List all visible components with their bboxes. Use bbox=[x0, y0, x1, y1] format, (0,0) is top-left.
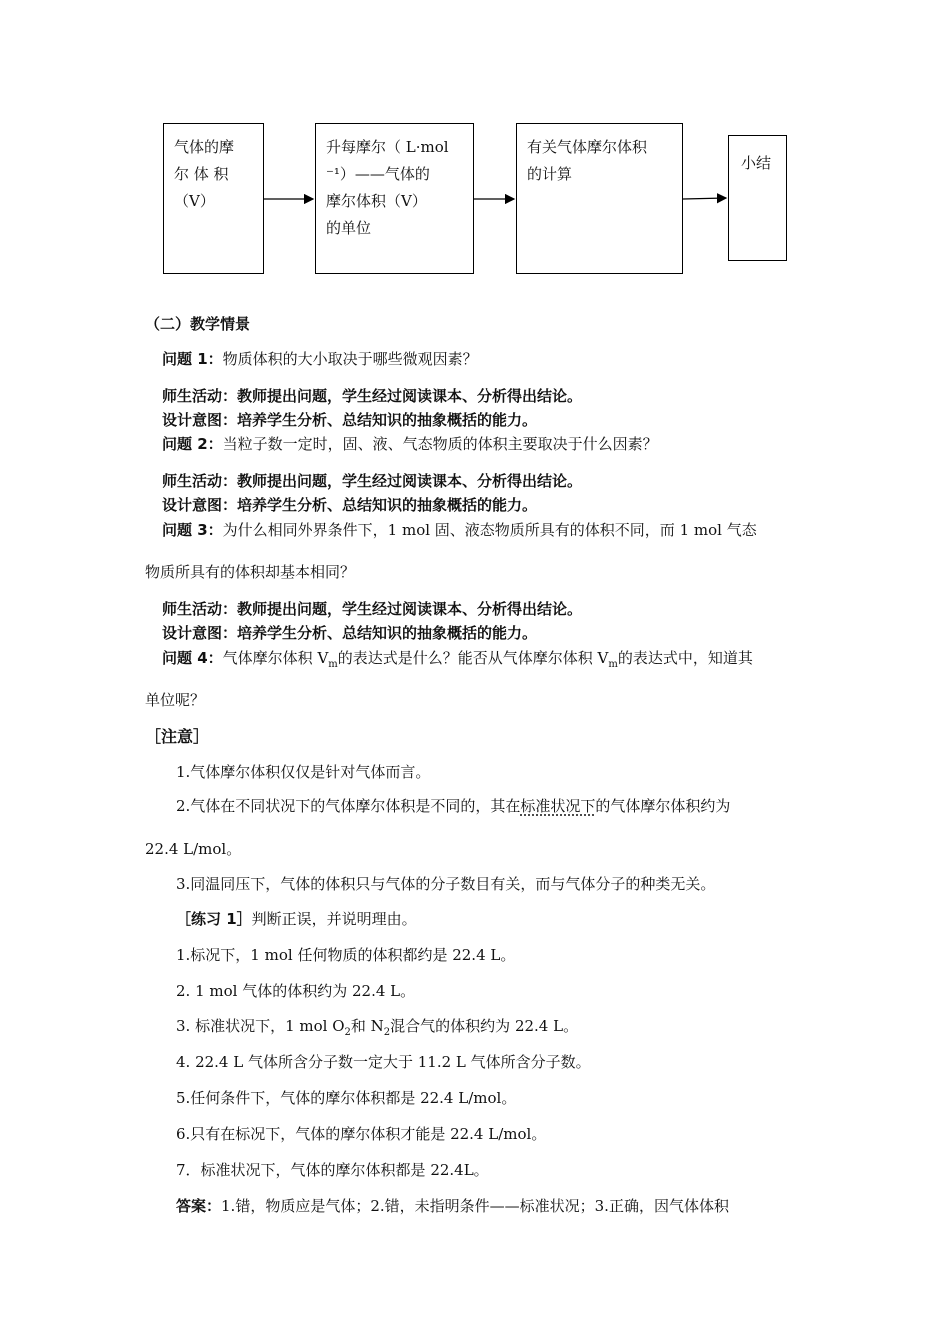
note-heading: ［注意］ bbox=[145, 727, 210, 746]
note-3: 3.同温同压下，气体的体积只与气体的分子数目有关，而与气体分子的种类无关。 bbox=[176, 875, 716, 893]
flow-box-summary-text: 小结 bbox=[741, 154, 772, 172]
exercise-item-4: 4. 22.4 L 气体所含分子数一定大于 11.2 L 气体所含分子数。 bbox=[176, 1053, 591, 1071]
activity-1: 师生活动：教师提出问题，学生经过阅读课本、分析得出结论。 bbox=[162, 387, 583, 405]
question-1-text: 物质体积的大小取决于哪些微观因素？ bbox=[222, 350, 478, 368]
exercise-item-1: 1.标况下，1 mol 任何物质的体积都约是 22.4 L。 bbox=[176, 946, 516, 964]
question-1-label: 问题 1： bbox=[162, 350, 223, 368]
exercise-item-2: 2. 1 mol 气体的体积约为 22.4 L。 bbox=[176, 982, 416, 1000]
question-2 bbox=[162, 433, 658, 454]
intent-3: 设计意图：培养学生分析、总结知识的抽象概括的能力。 bbox=[162, 624, 538, 642]
arrow-3 bbox=[683, 198, 726, 199]
activity-2: 师生活动：教师提出问题，学生经过阅读课本、分析得出结论。 bbox=[162, 472, 583, 490]
section-heading: （二）教学情景 bbox=[145, 315, 251, 333]
intent-1: 设计意图：培养学生分析、总结知识的抽象概括的能力。 bbox=[162, 411, 538, 429]
note-2: 2.气体在不同状况下的气体摩尔体积是不同的，其在标准状况下的气体摩尔体积约为 bbox=[176, 797, 731, 815]
flow-box-unit-text: 升每摩尔（ L·mol ⁻¹）——气体的 摩尔体积（V） 的单位 bbox=[326, 138, 449, 237]
question-1 bbox=[162, 348, 478, 369]
intent-2: 设计意图：培养学生分析、总结知识的抽象概括的能力。 bbox=[162, 496, 538, 514]
answer-label: 答案： bbox=[176, 1197, 222, 1215]
flow-box-calculation-text: 有关气体摩尔体积 的计算 bbox=[527, 138, 648, 183]
activity-3: 师生活动：教师提出问题，学生经过阅读课本、分析得出结论。 bbox=[162, 600, 583, 618]
question-2-text: 当粒子数一定时，固、液、气态物质的体积主要取决于什么因素？ bbox=[222, 435, 658, 453]
exercise-item-6: 6.只有在标况下，气体的摩尔体积才能是 22.4 L/mol。 bbox=[176, 1125, 547, 1143]
exercise-heading: ［练习 1］判断正误，并说明理由。 bbox=[176, 910, 417, 928]
question-4: 问题 4：气体摩尔体积 $V_m$的表达式是什么？能否从气体摩尔体积 $V_m$的表达式中，知道其 bbox=[162, 649, 753, 670]
flow-box-molar-volume-text: 气体的摩 尔 体 积 （V） bbox=[174, 138, 235, 210]
question-4-continued: 单位呢？ bbox=[145, 691, 206, 709]
question-3-label: 问题 3： bbox=[162, 521, 223, 539]
standard-conditions-emphasis: 标准状况下 bbox=[520, 797, 596, 815]
question-2-label: 问题 2： bbox=[162, 435, 223, 453]
question-3-text: 为什么相同外界条件下，1 mol 固、液态物质所具有的体积不同，而 1 mol 气态 bbox=[222, 521, 757, 539]
question-3 bbox=[162, 519, 757, 540]
question-3-continued: 物质所具有的体积却基本相同？ bbox=[145, 563, 356, 581]
note-2-continued: 22.4 L/mol。 bbox=[145, 840, 242, 858]
answer-text: 1.错，物质应是气体；2.错，未指明条件——标准状况；3.正确，因气体体积 bbox=[221, 1197, 729, 1215]
exercise-item-7: 7．标准状况下，气体的摩尔体积都是 22.4L。 bbox=[176, 1161, 489, 1179]
exercise-item-3: 3. 标准状况下，1 mol $O_2$和 $N_2$混合气的体积约为 22.4 L。 bbox=[176, 1017, 579, 1038]
flow-arrows bbox=[0, 0, 950, 300]
note-1: 1.气体摩尔体积仅仅是针对气体而言。 bbox=[176, 763, 431, 781]
answer bbox=[176, 1195, 729, 1216]
question-4-label: 问题 4： bbox=[162, 649, 223, 667]
exercise-item-5: 5.任何条件下，气体的摩尔体积都是 22.4 L/mol。 bbox=[176, 1089, 517, 1107]
